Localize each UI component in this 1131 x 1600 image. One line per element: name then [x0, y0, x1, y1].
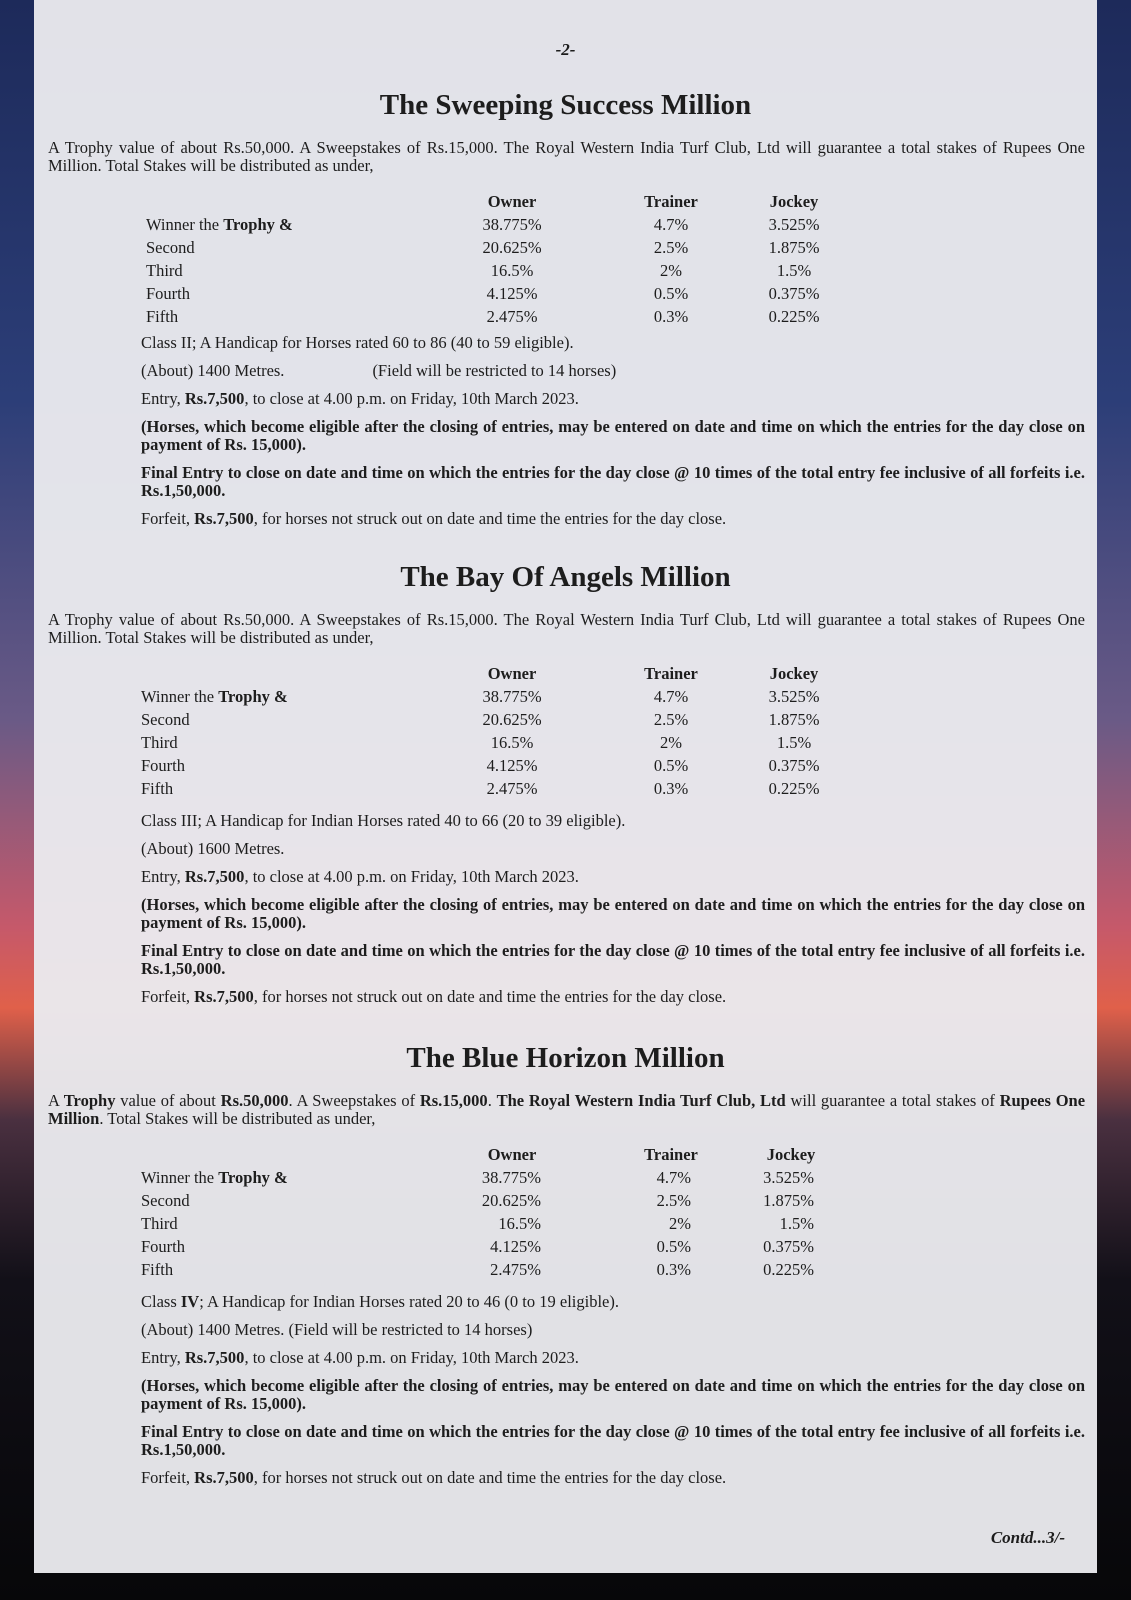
- placing-label: Fourth: [141, 1237, 186, 1256]
- stakes-rows: [146, 215, 1097, 330]
- placing-cell: [141, 710, 190, 730]
- jockey-header: Jockey: [769, 192, 819, 211]
- trainer-share-cell: 4.7%: [653, 215, 689, 234]
- entry-close: , to close at 4.00 p.m. on Friday, 10th March 2023.: [244, 1348, 579, 1367]
- forfeit-line: [141, 1469, 1085, 1487]
- stakes-row: [141, 1260, 1097, 1283]
- forfeit-amount: Rs.7,500: [194, 987, 254, 1006]
- distance-line: (About) 1400 Metres. (Field will be restricted to 14 horses): [141, 1320, 533, 1339]
- class-label: Class: [141, 1292, 177, 1311]
- jockey-share-cell: 0.375%: [768, 284, 820, 303]
- placing-label: Second: [141, 1191, 190, 1210]
- jockey-share-cell: 1.875%: [763, 1191, 814, 1210]
- race-section-blue-horizon: [34, 1041, 1097, 1487]
- trainer-header: Trainer: [644, 1145, 698, 1164]
- owner-share-cell: 16.5%: [490, 733, 534, 752]
- placing-trophy: Trophy &: [223, 215, 293, 234]
- race-section-sweeping-success: [34, 88, 1097, 528]
- distance-line: [141, 362, 1085, 380]
- trainer-share-cell: 0.3%: [653, 779, 689, 798]
- jockey-header: Jockey: [766, 1145, 816, 1164]
- trainer-header: Trainer: [644, 664, 698, 683]
- race-title: The Blue Horizon Million: [406, 1042, 725, 1074]
- owner-share-cell: 16.5%: [490, 261, 534, 280]
- trainer-share-cell: 2.5%: [653, 238, 689, 257]
- placing-trophy: Trophy &: [218, 687, 288, 706]
- jockey-share-cell: 3.525%: [768, 215, 820, 234]
- entry-amount: Rs.7,500: [184, 867, 245, 886]
- race-conditions: [34, 334, 1097, 528]
- jockey-share-cell: 1.875%: [768, 710, 820, 729]
- intro-text: .: [487, 1091, 497, 1110]
- owner-share-cell: 2.475%: [486, 307, 538, 326]
- owner-share-cell: 16.5%: [498, 1214, 541, 1233]
- stakes-row: [141, 1168, 1097, 1191]
- placing-cell: [146, 261, 183, 281]
- intro-total-stakes: Rupees One Million: [48, 1091, 1086, 1128]
- owner-share-cell: 38.775%: [482, 687, 542, 706]
- continued-note: Contd...3/-: [990, 1528, 1065, 1547]
- stakes-table-header: [146, 192, 1097, 215]
- entry-amount: Rs.7,500: [184, 1348, 245, 1367]
- entry-amount: Rs.7,500: [184, 389, 245, 408]
- placing-cell: [141, 687, 288, 707]
- trainer-share-cell: 4.7%: [653, 687, 689, 706]
- class-line: Class II; A Handicap for Horses rated 60 to 86 (40 to 59 eligible).: [141, 333, 574, 352]
- race-intro: A Trophy value of about Rs.50,000. A Sweepstakes of Rs.15,000. The Royal Western India Turf Club, Ltd will guarantee a total stakes of Rupees One Million. Total Stakes will be distributed as under,: [48, 610, 1085, 647]
- stakes-rows: [141, 687, 1097, 802]
- race-intro: A Trophy value of about Rs.50,000. A Sweepstakes of Rs.15,000. The Royal Western India Turf Club, Ltd will guarantee a total stakes of Rupees One Million. Total Stakes will be distributed as under,: [48, 138, 1085, 175]
- placing-cell: [146, 238, 195, 258]
- stakes-row: [146, 284, 1097, 307]
- stakes-row: [146, 307, 1097, 330]
- intro-text: will guarantee a total stakes of: [785, 1091, 1000, 1110]
- placing-label: Fifth: [141, 779, 174, 798]
- distance-line: (About) 1600 Metres.: [141, 839, 285, 858]
- placing-label: Second: [146, 238, 195, 257]
- placing-label: Winner the: [141, 1168, 215, 1187]
- placing-label: Third: [141, 733, 178, 752]
- placing-label: Fifth: [141, 1260, 174, 1279]
- forfeit-amount: Rs.7,500: [194, 1468, 254, 1487]
- placing-cell: [141, 756, 185, 776]
- placing-cell: [141, 1191, 190, 1211]
- placing-label: Third: [146, 261, 183, 280]
- class-line: [141, 1293, 1085, 1311]
- race-conditions: [34, 1293, 1097, 1487]
- jockey-share-cell: 1.5%: [779, 1214, 814, 1233]
- forfeit-line: [141, 510, 1085, 528]
- placing-cell: [146, 307, 178, 327]
- owner-share-cell: 38.775%: [481, 1168, 541, 1187]
- jockey-share-cell: 0.375%: [763, 1237, 814, 1256]
- race-title: The Bay Of Angels Million: [400, 561, 731, 593]
- final-entry-note: Final Entry to close on date and time on which the entries for the day close @ 10 times of the total entry fee inclusive of all forfeits i.e. Rs.1,50,000.: [141, 463, 1085, 500]
- placing-cell: [141, 733, 178, 753]
- trainer-share-cell: 0.3%: [656, 1260, 691, 1279]
- entry-line: [141, 390, 1085, 408]
- owner-header: Owner: [487, 664, 537, 683]
- jockey-share-cell: 1.5%: [776, 261, 812, 280]
- stakes-row: [141, 1237, 1097, 1260]
- placing-cell: [141, 779, 173, 799]
- intro-club-name: The Royal Western India Turf Club, Ltd: [496, 1091, 786, 1110]
- distance: (About) 1400 Metres.: [141, 361, 285, 380]
- owner-share-cell: 4.125%: [486, 284, 538, 303]
- placing-cell: [141, 1260, 173, 1280]
- race-section-bay-of-angels: [34, 560, 1097, 1006]
- stakes-table-header: [141, 1145, 1097, 1168]
- entry-close: , to close at 4.00 p.m. on Friday, 10th March 2023.: [244, 867, 579, 886]
- intro-trophy-value: Rs.50,000: [220, 1091, 289, 1110]
- owner-share-cell: 4.125%: [486, 756, 538, 775]
- trainer-share-cell: 0.5%: [653, 756, 689, 775]
- entry-label: Entry,: [141, 389, 181, 408]
- intro-text: . Total Stakes will be distributed as under,: [99, 1109, 376, 1128]
- stakes-row: [146, 261, 1097, 284]
- entry-label: Entry,: [141, 1348, 181, 1367]
- jockey-share-cell: 1.875%: [768, 238, 820, 257]
- race-intro: [48, 1092, 1085, 1128]
- jockey-share-cell: 0.225%: [768, 307, 820, 326]
- document-page: [34, 0, 1097, 1573]
- intro-text: value of about: [115, 1091, 221, 1110]
- intro-trophy: Trophy: [63, 1091, 116, 1110]
- class-number: IV: [180, 1292, 200, 1311]
- trainer-share-cell: 2%: [669, 1214, 691, 1233]
- owner-share-cell: 20.625%: [481, 1191, 541, 1210]
- trainer-share-cell: 2%: [660, 261, 682, 280]
- owner-header: Owner: [487, 192, 537, 211]
- forfeit-amount: Rs.7,500: [194, 509, 254, 528]
- placing-label: Fourth: [146, 284, 191, 303]
- stakes-row: [141, 1214, 1097, 1237]
- owner-share-cell: 38.775%: [482, 215, 542, 234]
- forfeit-text: , for horses not struck out on date and time the entries for the day close.: [253, 509, 727, 528]
- forfeit-text: , for horses not struck out on date and time the entries for the day close.: [253, 987, 727, 1006]
- late-entry-note: (Horses, which become eligible after the closing of entries, may be entered on date and time on which the entries for the day close on payment of Rs. 15,000).: [141, 1376, 1085, 1413]
- race-title: The Sweeping Success Million: [379, 89, 752, 121]
- forfeit-label: Forfeit,: [141, 1468, 191, 1487]
- trainer-share-cell: 2.5%: [653, 710, 689, 729]
- trainer-share-cell: 2.5%: [656, 1191, 691, 1210]
- placing-label: Winner the: [141, 687, 215, 706]
- trainer-header: Trainer: [644, 192, 698, 211]
- stakes-table-header: [141, 664, 1097, 687]
- owner-header: Owner: [487, 1145, 537, 1164]
- placing-cell: [141, 1214, 178, 1234]
- stakes-row: [141, 1191, 1097, 1214]
- trainer-share-cell: 2%: [660, 733, 682, 752]
- owner-share-cell: 2.475%: [486, 779, 538, 798]
- placing-trophy: Trophy &: [218, 1168, 288, 1187]
- jockey-share-cell: 3.525%: [763, 1168, 814, 1187]
- final-entry-note: Final Entry to close on date and time on which the entries for the day close @ 10 times of the total entry fee inclusive of all forfeits i.e. Rs.1,50,000.: [141, 1422, 1085, 1459]
- stakes-table: [141, 1145, 1097, 1283]
- stakes-rows: [141, 1168, 1097, 1283]
- late-entry-note: (Horses, which become eligible after the closing of entries, may be entered on date and time on which the entries for the day close on payment of Rs. 15,000).: [141, 417, 1085, 454]
- stakes-table: [141, 664, 1097, 802]
- forfeit-line: [141, 988, 1085, 1006]
- intro-sweepstakes-value: Rs.15,000: [419, 1091, 488, 1110]
- entry-line: [141, 868, 1085, 886]
- entry-line: [141, 1349, 1085, 1367]
- race-conditions: [34, 812, 1097, 1006]
- jockey-share-cell: 3.525%: [768, 687, 820, 706]
- field-note: (Field will be restricted to 14 horses): [372, 361, 617, 380]
- forfeit-label: Forfeit,: [141, 509, 191, 528]
- forfeit-text: , for horses not struck out on date and time the entries for the day close.: [253, 1468, 727, 1487]
- jockey-share-cell: 0.225%: [768, 779, 820, 798]
- stakes-row: [141, 733, 1097, 756]
- placing-cell: [146, 215, 293, 235]
- entry-close: , to close at 4.00 p.m. on Friday, 10th March 2023.: [244, 389, 579, 408]
- stakes-row: [141, 756, 1097, 779]
- trainer-share-cell: 0.5%: [653, 284, 689, 303]
- owner-share-cell: 20.625%: [482, 238, 542, 257]
- owner-share-cell: 2.475%: [490, 1260, 541, 1279]
- page-number: -2-: [555, 40, 576, 59]
- owner-share-cell: 20.625%: [482, 710, 542, 729]
- jockey-share-cell: 1.5%: [776, 733, 812, 752]
- stakes-row: [141, 779, 1097, 802]
- class-line: Class III; A Handicap for Indian Horses rated 40 to 66 (20 to 39 eligible).: [141, 811, 626, 830]
- late-entry-note: (Horses, which become eligible after the closing of entries, may be entered on date and time on which the entries for the day close on payment of Rs. 15,000).: [141, 895, 1085, 932]
- jockey-share-cell: 0.375%: [768, 756, 820, 775]
- stakes-row: [146, 215, 1097, 238]
- placing-label: Fourth: [141, 756, 186, 775]
- entry-label: Entry,: [141, 867, 181, 886]
- trainer-share-cell: 0.3%: [653, 307, 689, 326]
- jockey-share-cell: 0.225%: [763, 1260, 814, 1279]
- placing-cell: [146, 284, 190, 304]
- placing-label: Winner the: [146, 215, 220, 234]
- forfeit-label: Forfeit,: [141, 987, 191, 1006]
- placing-label: Second: [141, 710, 190, 729]
- placing-cell: [141, 1168, 288, 1188]
- intro-text: A: [48, 1091, 64, 1110]
- stakes-row: [146, 238, 1097, 261]
- placing-label: Third: [141, 1214, 178, 1233]
- placing-label: Fifth: [146, 307, 179, 326]
- jockey-header: Jockey: [769, 664, 819, 683]
- stakes-row: [141, 687, 1097, 710]
- final-entry-note: Final Entry to close on date and time on which the entries for the day close @ 10 times of the total entry fee inclusive of all forfeits i.e. Rs.1,50,000.: [141, 941, 1085, 978]
- stakes-row: [141, 710, 1097, 733]
- trainer-share-cell: 4.7%: [656, 1168, 691, 1187]
- intro-text: . A Sweepstakes of: [288, 1091, 420, 1110]
- trainer-share-cell: 0.5%: [656, 1237, 691, 1256]
- owner-share-cell: 4.125%: [490, 1237, 541, 1256]
- class-text: ; A Handicap for Indian Horses rated 20 to 46 (0 to 19 eligible).: [199, 1292, 619, 1311]
- stakes-table: [146, 192, 1097, 330]
- placing-cell: [141, 1237, 185, 1257]
